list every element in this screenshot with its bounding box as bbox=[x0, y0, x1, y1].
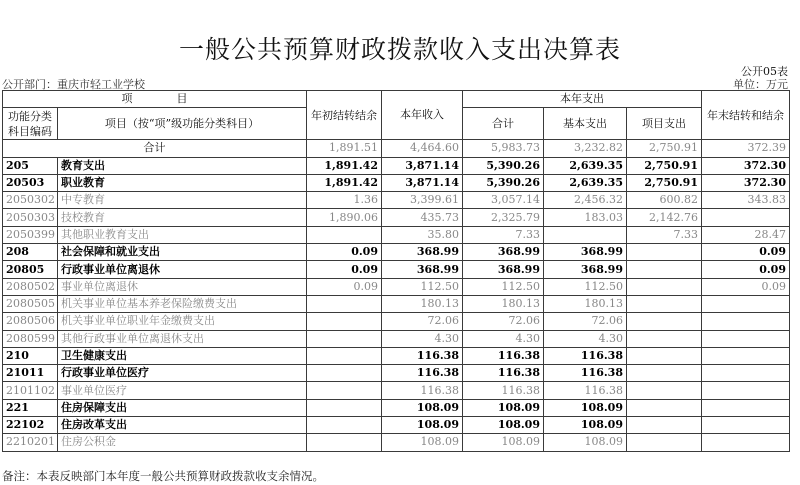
cell-begin: 1,891.42 bbox=[307, 174, 382, 191]
cell-end bbox=[702, 209, 790, 226]
total-row bbox=[3, 140, 790, 157]
table-row bbox=[3, 417, 790, 434]
cell-total: 3,057.14 bbox=[463, 192, 544, 209]
cell-code: 22102 bbox=[3, 417, 58, 434]
cell-end bbox=[702, 347, 790, 364]
header-basic: 基本支出 bbox=[544, 108, 627, 140]
table-row bbox=[3, 226, 790, 243]
cell-code: 2050302 bbox=[3, 192, 58, 209]
cell-name: 行政事业单位医疗 bbox=[58, 365, 307, 382]
cell-project bbox=[627, 417, 702, 434]
cell-project bbox=[627, 434, 702, 451]
cell-begin bbox=[307, 347, 382, 364]
cell-income: 116.38 bbox=[382, 347, 463, 364]
header-expenditure: 本年支出 bbox=[463, 91, 702, 108]
cell-end bbox=[702, 330, 790, 347]
cell-basic bbox=[544, 226, 627, 243]
total-total: 5,983.73 bbox=[463, 140, 544, 157]
cell-basic: 116.38 bbox=[544, 347, 627, 364]
cell-name: 卫生健康支出 bbox=[58, 347, 307, 364]
cell-begin: 1,890.06 bbox=[307, 209, 382, 226]
cell-project bbox=[627, 295, 702, 312]
cell-begin: 1,891.42 bbox=[307, 157, 382, 174]
cell-begin bbox=[307, 313, 382, 330]
cell-basic: 108.09 bbox=[544, 434, 627, 451]
header-item: 项 目 bbox=[3, 91, 307, 108]
cell-basic: 2,456.32 bbox=[544, 192, 627, 209]
table-row bbox=[3, 157, 790, 174]
cell-end bbox=[702, 434, 790, 451]
cell-total: 5,390.26 bbox=[463, 157, 544, 174]
cell-total: 368.99 bbox=[463, 244, 544, 261]
report-title: 一般公共预算财政拨款收入支出决算表 bbox=[178, 35, 621, 64]
total-begin: 1,891.51 bbox=[307, 140, 382, 157]
cell-name: 住房保障支出 bbox=[58, 399, 307, 416]
cell-name: 行政事业单位离退休 bbox=[58, 261, 307, 278]
cell-begin: 1.36 bbox=[307, 192, 382, 209]
table-row bbox=[3, 261, 790, 278]
cell-project bbox=[627, 347, 702, 364]
cell-name: 机关事业单位基本养老保险缴费支出 bbox=[58, 295, 307, 312]
cell-income: 108.09 bbox=[382, 417, 463, 434]
table-code: 公开05表 bbox=[741, 65, 788, 78]
cell-begin bbox=[307, 417, 382, 434]
cell-end bbox=[702, 399, 790, 416]
table-row bbox=[3, 174, 790, 191]
table-row bbox=[3, 313, 790, 330]
cell-income: 3,399.61 bbox=[382, 192, 463, 209]
cell-income: 116.38 bbox=[382, 365, 463, 382]
cell-code: 21011 bbox=[3, 365, 58, 382]
cell-name: 其他职业教育支出 bbox=[58, 226, 307, 243]
total-project: 2,750.91 bbox=[627, 140, 702, 157]
cell-code: 210 bbox=[3, 347, 58, 364]
cell-basic: 4.30 bbox=[544, 330, 627, 347]
cell-income: 108.09 bbox=[382, 399, 463, 416]
table-row bbox=[3, 365, 790, 382]
cell-name: 住房公积金 bbox=[58, 434, 307, 451]
cell-end: 0.09 bbox=[702, 261, 790, 278]
cell-begin bbox=[307, 399, 382, 416]
cell-basic: 2,639.35 bbox=[544, 157, 627, 174]
cell-basic: 180.13 bbox=[544, 295, 627, 312]
cell-code: 2080599 bbox=[3, 330, 58, 347]
cell-begin bbox=[307, 226, 382, 243]
cell-total: 116.38 bbox=[463, 365, 544, 382]
header-project: 项目支出 bbox=[627, 108, 702, 140]
cell-code: 20503 bbox=[3, 174, 58, 191]
cell-begin bbox=[307, 382, 382, 399]
cell-code: 205 bbox=[3, 157, 58, 174]
cell-income: 35.80 bbox=[382, 226, 463, 243]
cell-code: 2101102 bbox=[3, 382, 58, 399]
cell-project bbox=[627, 365, 702, 382]
cell-total: 108.09 bbox=[463, 399, 544, 416]
total-basic: 3,232.82 bbox=[544, 140, 627, 157]
table-row bbox=[3, 244, 790, 261]
cell-begin: 0.09 bbox=[307, 244, 382, 261]
budget-table bbox=[2, 90, 790, 452]
cell-end bbox=[702, 313, 790, 330]
header-income: 本年收入 bbox=[382, 91, 463, 140]
cell-project: 600.82 bbox=[627, 192, 702, 209]
cell-project: 2,750.91 bbox=[627, 174, 702, 191]
header-func-code: 功能分类科目编码 bbox=[3, 108, 58, 140]
cell-income: 180.13 bbox=[382, 295, 463, 312]
cell-basic: 72.06 bbox=[544, 313, 627, 330]
cell-end bbox=[702, 382, 790, 399]
cell-end bbox=[702, 295, 790, 312]
header-item-name: 项目（按“项”级功能分类科目） bbox=[58, 108, 307, 140]
cell-income: 435.73 bbox=[382, 209, 463, 226]
cell-basic: 116.38 bbox=[544, 365, 627, 382]
header-begin-balance: 年初结转结余 bbox=[307, 91, 382, 140]
table-row bbox=[3, 209, 790, 226]
cell-basic: 368.99 bbox=[544, 244, 627, 261]
cell-begin bbox=[307, 365, 382, 382]
cell-income: 4.30 bbox=[382, 330, 463, 347]
cell-name: 其他行政事业单位离退休支出 bbox=[58, 330, 307, 347]
table-row bbox=[3, 295, 790, 312]
cell-code: 2050303 bbox=[3, 209, 58, 226]
cell-code: 2210201 bbox=[3, 434, 58, 451]
cell-name: 住房改革支出 bbox=[58, 417, 307, 434]
cell-total: 180.13 bbox=[463, 295, 544, 312]
cell-total: 7.33 bbox=[463, 226, 544, 243]
cell-code: 2050399 bbox=[3, 226, 58, 243]
cell-total: 116.38 bbox=[463, 382, 544, 399]
cell-begin: 0.09 bbox=[307, 261, 382, 278]
cell-end: 0.09 bbox=[702, 244, 790, 261]
cell-total: 368.99 bbox=[463, 261, 544, 278]
cell-code: 2080502 bbox=[3, 278, 58, 295]
cell-total: 112.50 bbox=[463, 278, 544, 295]
table-row bbox=[3, 278, 790, 295]
cell-income: 368.99 bbox=[382, 261, 463, 278]
cell-income: 108.09 bbox=[382, 434, 463, 451]
total-label: 合计 bbox=[3, 140, 307, 157]
total-end: 372.39 bbox=[702, 140, 790, 157]
cell-begin: 0.09 bbox=[307, 278, 382, 295]
cell-name: 事业单位离退休 bbox=[58, 278, 307, 295]
cell-project bbox=[627, 330, 702, 347]
table-row bbox=[3, 434, 790, 451]
cell-begin bbox=[307, 295, 382, 312]
cell-code: 2080506 bbox=[3, 313, 58, 330]
cell-code: 2080505 bbox=[3, 295, 58, 312]
cell-code: 208 bbox=[3, 244, 58, 261]
cell-name: 教育支出 bbox=[58, 157, 307, 174]
table-row bbox=[3, 399, 790, 416]
cell-end: 372.30 bbox=[702, 174, 790, 191]
cell-project: 2,142.76 bbox=[627, 209, 702, 226]
cell-end bbox=[702, 365, 790, 382]
table-row bbox=[3, 382, 790, 399]
cell-basic: 116.38 bbox=[544, 382, 627, 399]
cell-end: 28.47 bbox=[702, 226, 790, 243]
unit-label: 单位：万元 bbox=[733, 78, 788, 91]
cell-total: 4.30 bbox=[463, 330, 544, 347]
table-row bbox=[3, 192, 790, 209]
cell-income: 368.99 bbox=[382, 244, 463, 261]
cell-name: 事业单位医疗 bbox=[58, 382, 307, 399]
table-row bbox=[3, 330, 790, 347]
cell-name: 机关事业单位职业年金缴费支出 bbox=[58, 313, 307, 330]
cell-income: 3,871.14 bbox=[382, 174, 463, 191]
cell-total: 5,390.26 bbox=[463, 174, 544, 191]
header-end-balance: 年末结转和结余 bbox=[702, 91, 790, 140]
cell-income: 116.38 bbox=[382, 382, 463, 399]
cell-end: 0.09 bbox=[702, 278, 790, 295]
total-income: 4,464.60 bbox=[382, 140, 463, 157]
cell-begin bbox=[307, 330, 382, 347]
cell-total: 108.09 bbox=[463, 434, 544, 451]
cell-basic: 2,639.35 bbox=[544, 174, 627, 191]
cell-begin bbox=[307, 434, 382, 451]
cell-project: 2,750.91 bbox=[627, 157, 702, 174]
cell-total: 72.06 bbox=[463, 313, 544, 330]
cell-basic: 112.50 bbox=[544, 278, 627, 295]
cell-income: 3,871.14 bbox=[382, 157, 463, 174]
cell-code: 221 bbox=[3, 399, 58, 416]
department-label: 公开部门：重庆市轻工业学校 bbox=[2, 78, 145, 91]
cell-project: 7.33 bbox=[627, 226, 702, 243]
cell-basic: 108.09 bbox=[544, 399, 627, 416]
footnote: 备注：本表反映部门本年度一般公共预算财政拨款收支余情况。 bbox=[2, 469, 324, 483]
header-total: 合计 bbox=[463, 108, 544, 140]
cell-name: 职业教育 bbox=[58, 174, 307, 191]
cell-basic: 108.09 bbox=[544, 417, 627, 434]
cell-project bbox=[627, 382, 702, 399]
cell-total: 2,325.79 bbox=[463, 209, 544, 226]
table-row bbox=[3, 347, 790, 364]
cell-project bbox=[627, 244, 702, 261]
cell-income: 112.50 bbox=[382, 278, 463, 295]
cell-name: 中专教育 bbox=[58, 192, 307, 209]
cell-total: 108.09 bbox=[463, 417, 544, 434]
cell-project bbox=[627, 278, 702, 295]
cell-basic: 368.99 bbox=[544, 261, 627, 278]
cell-project bbox=[627, 399, 702, 416]
cell-basic: 183.03 bbox=[544, 209, 627, 226]
cell-project bbox=[627, 261, 702, 278]
cell-end: 372.30 bbox=[702, 157, 790, 174]
cell-total: 116.38 bbox=[463, 347, 544, 364]
cell-end: 343.83 bbox=[702, 192, 790, 209]
cell-end bbox=[702, 417, 790, 434]
cell-name: 技校教育 bbox=[58, 209, 307, 226]
cell-income: 72.06 bbox=[382, 313, 463, 330]
cell-project bbox=[627, 313, 702, 330]
cell-code: 20805 bbox=[3, 261, 58, 278]
cell-name: 社会保障和就业支出 bbox=[58, 244, 307, 261]
